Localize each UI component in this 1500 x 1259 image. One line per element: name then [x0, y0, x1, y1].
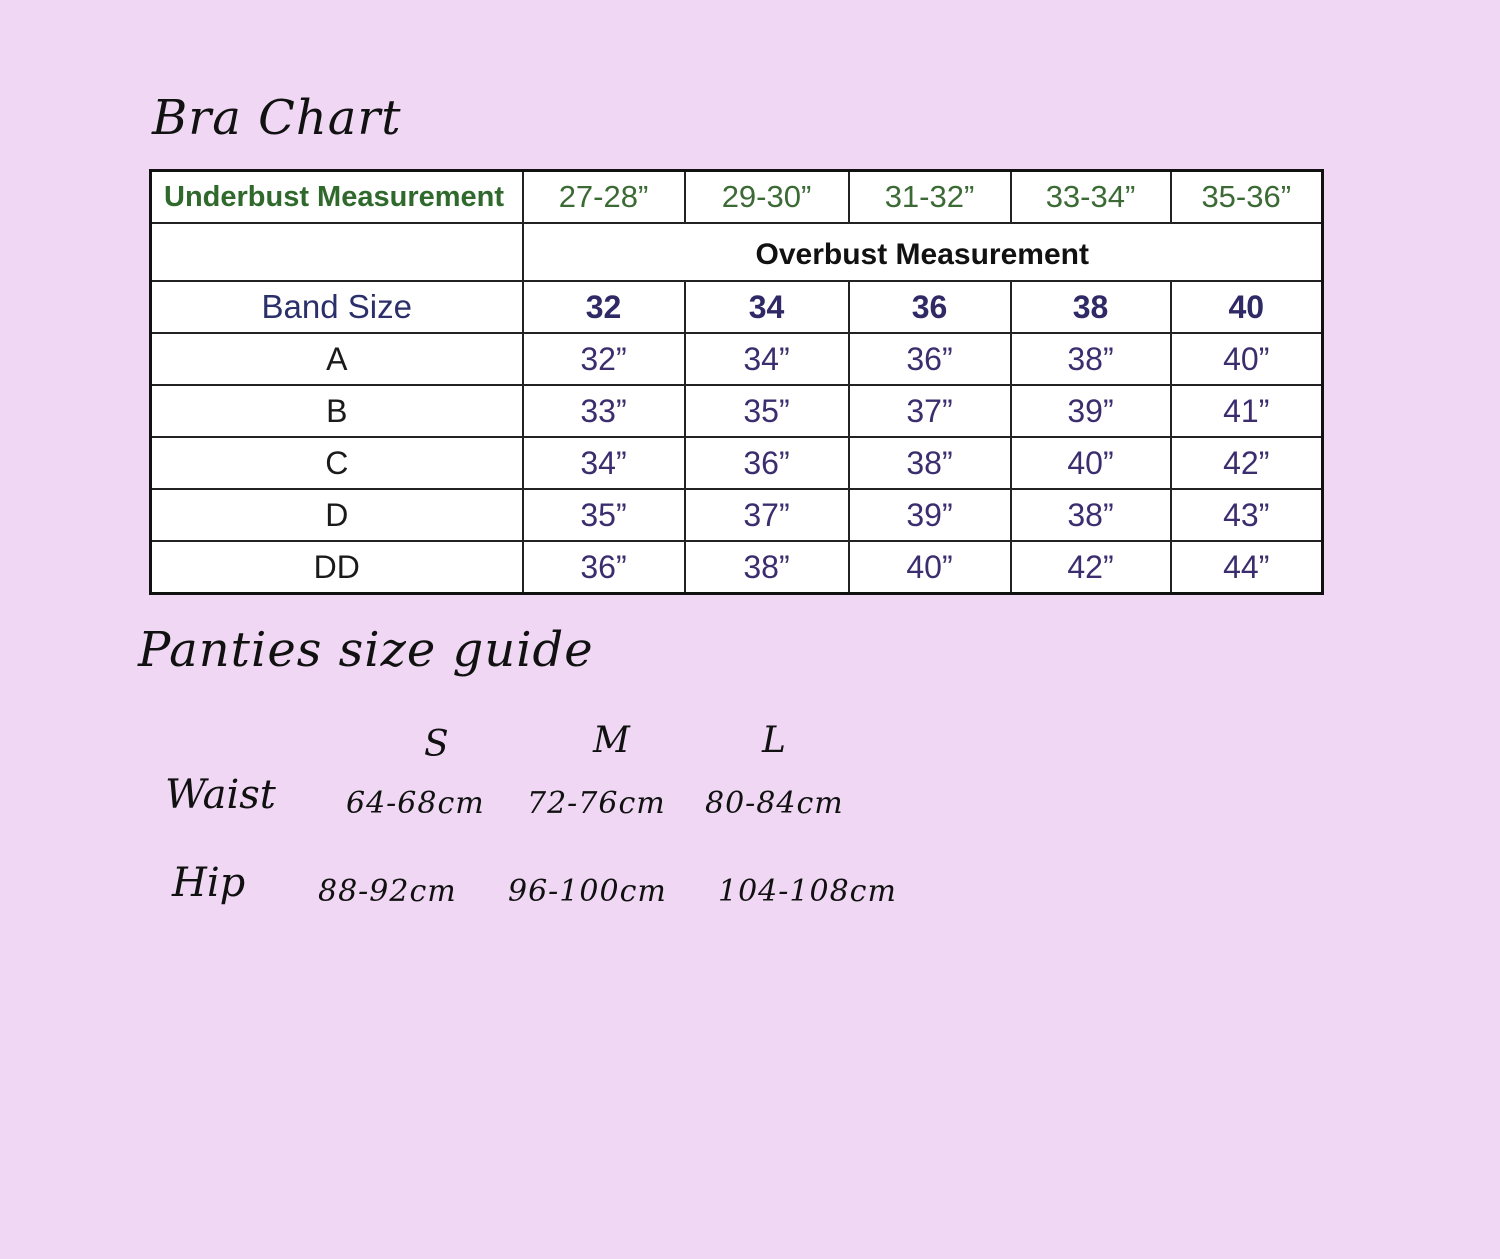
overbust-value: 38”	[1011, 489, 1171, 541]
overbust-value: 37”	[849, 385, 1011, 437]
overbust-value: 36”	[523, 541, 685, 594]
size-header-s: S	[424, 724, 449, 765]
underbust-range: 35-36”	[1171, 171, 1323, 224]
underbust-label: Underbust Measurement	[151, 171, 523, 224]
overbust-value: 42”	[1011, 541, 1171, 594]
cup-label: A	[151, 333, 523, 385]
overbust-value: 33”	[523, 385, 685, 437]
overbust-value: 40”	[849, 541, 1011, 594]
overbust-label: Overbust Measurement	[523, 223, 1323, 281]
band-size-label: Band Size	[151, 281, 523, 333]
underbust-range: 29-30”	[685, 171, 849, 224]
cup-row-a	[151, 333, 1323, 385]
underbust-range: 27-28”	[523, 171, 685, 224]
cup-row-d	[151, 489, 1323, 541]
band-size-value: 38	[1011, 281, 1171, 333]
cup-row-c	[151, 437, 1323, 489]
overbust-value: 44”	[1171, 541, 1323, 594]
underbust-range: 31-32”	[849, 171, 1011, 224]
size-header-m: M	[593, 720, 630, 761]
empty-cell	[151, 223, 523, 281]
overbust-value: 38”	[849, 437, 1011, 489]
cup-label: C	[151, 437, 523, 489]
panties-guide-title: Panties size guide	[138, 622, 594, 678]
overbust-value: 34”	[685, 333, 849, 385]
cup-label: D	[151, 489, 523, 541]
overbust-value: 39”	[849, 489, 1011, 541]
overbust-value: 40”	[1011, 437, 1171, 489]
underbust-range: 33-34”	[1011, 171, 1171, 224]
hip-value-s: 88-92cm	[318, 874, 457, 909]
overbust-value: 35”	[523, 489, 685, 541]
overbust-value: 35”	[685, 385, 849, 437]
overbust-value: 38”	[685, 541, 849, 594]
overbust-value: 38”	[1011, 333, 1171, 385]
bra-chart-title: Bra Chart	[152, 90, 402, 146]
bra-size-table	[149, 169, 1324, 595]
overbust-value: 37”	[685, 489, 849, 541]
hip-label: Hip	[172, 860, 246, 906]
waist-value-s: 64-68cm	[346, 786, 485, 821]
overbust-row	[151, 223, 1323, 281]
band-size-value: 36	[849, 281, 1011, 333]
cup-row-dd	[151, 541, 1323, 594]
overbust-value: 36”	[849, 333, 1011, 385]
hip-value-m: 96-100cm	[508, 874, 667, 909]
overbust-value: 34”	[523, 437, 685, 489]
overbust-value: 39”	[1011, 385, 1171, 437]
underbust-row	[151, 171, 1323, 224]
band-size-value: 32	[523, 281, 685, 333]
band-size-value: 40	[1171, 281, 1323, 333]
overbust-value: 40”	[1171, 333, 1323, 385]
waist-label: Waist	[165, 772, 276, 818]
overbust-value: 42”	[1171, 437, 1323, 489]
cup-label: B	[151, 385, 523, 437]
waist-value-m: 72-76cm	[527, 786, 666, 821]
overbust-value: 36”	[685, 437, 849, 489]
cup-row-b	[151, 385, 1323, 437]
overbust-value: 32”	[523, 333, 685, 385]
band-size-value: 34	[685, 281, 849, 333]
waist-value-l: 80-84cm	[705, 786, 844, 821]
band-size-row	[151, 281, 1323, 333]
cup-label: DD	[151, 541, 523, 594]
size-header-l: L	[762, 720, 786, 761]
hip-value-l: 104-108cm	[718, 874, 897, 909]
overbust-value: 43”	[1171, 489, 1323, 541]
overbust-value: 41”	[1171, 385, 1323, 437]
